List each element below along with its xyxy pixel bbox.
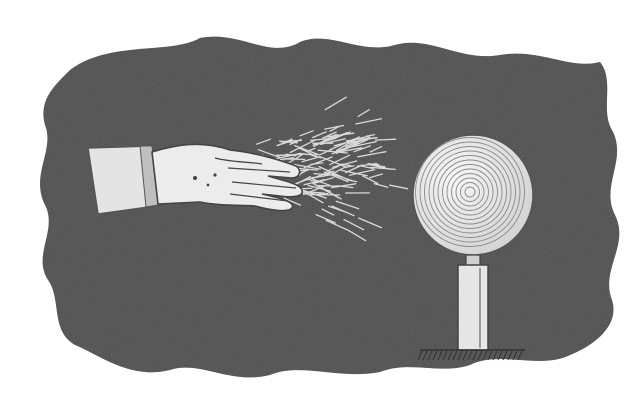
ray-stroke <box>375 139 395 140</box>
insulating-stand <box>458 265 488 350</box>
